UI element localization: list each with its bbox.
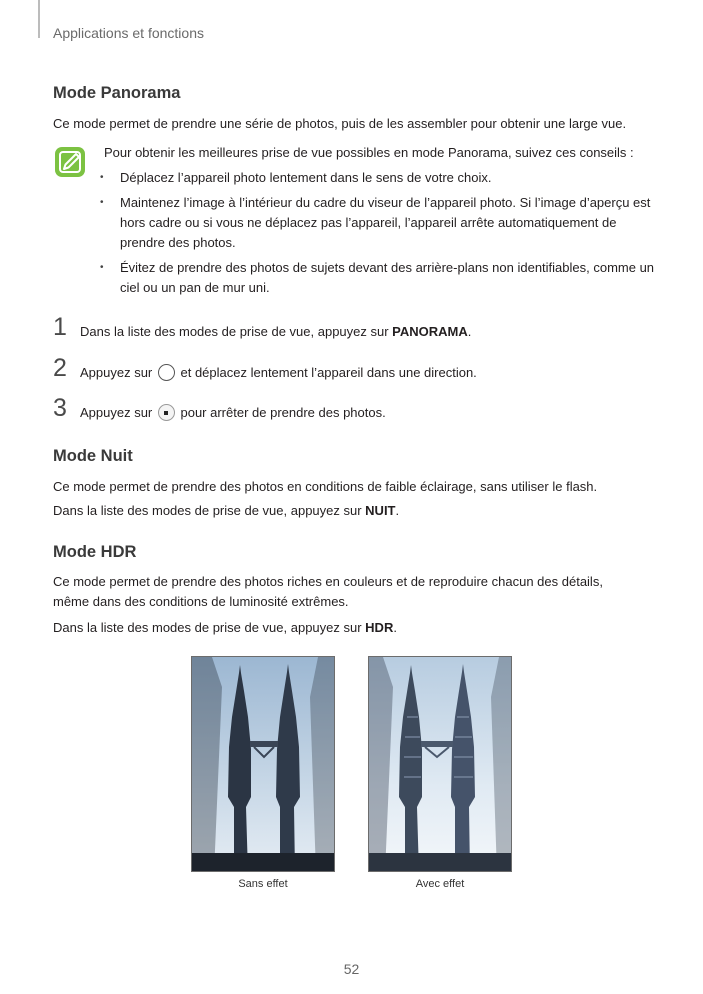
page-number: 52: [343, 961, 360, 977]
tip-item: [100, 168, 660, 188]
step-number: 1: [53, 313, 67, 341]
panorama-note: Pour obtenir les meilleures prise de vue possibles en mode Panorama, suivez ces conseils :: [104, 145, 634, 160]
step-text: Appuyez sur pour arrêter de prendre des photos.: [80, 405, 386, 420]
bullet-dot-icon: •: [100, 197, 104, 208]
step-number: 2: [53, 354, 67, 382]
panorama-intro: Ce mode permet de prendre une série de photos, puis de les assembler pour obtenir une large vue.: [53, 116, 627, 131]
tip-item: [100, 258, 660, 298]
panorama-mode-label: PANORAMA: [392, 324, 468, 339]
header-title: Applications et fonctions: [53, 25, 204, 41]
step-text: Appuyez sur et déplacez lentement l’appareil dans une direction.: [80, 365, 477, 380]
caption-with-effect: Avec effet: [415, 878, 465, 890]
panorama-heading: Mode Panorama: [53, 84, 181, 102]
tip-text: Évitez de prendre des photos de sujets devant des arrière-plans non identifiables, comme un ciel ou un pan de mur uni.: [120, 260, 655, 295]
header-rule: [38, 0, 40, 38]
tip-text: Déplacez l’appareil photo lentement dans le sens de votre choix.: [120, 170, 492, 185]
hdr-heading: Mode HDR: [53, 543, 137, 561]
bullet-dot-icon: •: [100, 172, 104, 183]
step-number: 3: [53, 394, 67, 422]
hdr-instruction: Dans la liste des modes de prise de vue, appuyez sur HDR.: [53, 620, 397, 635]
hdr-mode-label: HDR: [365, 620, 394, 635]
step-3: [53, 394, 673, 427]
step-text: Dans la liste des modes de prise de vue, appuyez sur PANORAMA.: [80, 324, 472, 339]
nuit-intro: Ce mode permet de prendre des photos en conditions de faible éclairage, sans utiliser le flash.: [53, 479, 598, 494]
bullet-dot-icon: •: [100, 262, 104, 273]
tip-item: [100, 193, 660, 253]
tip-text: Maintenez l’image à l’intérieur du cadre du viseur de l’appareil photo. Si l’image d’aperçu est hors cadre ou si vous ne déplacez pas l’appareil, l’appareil arrête automatiquement de prendre des photos.: [120, 195, 651, 250]
photo-with-effect: [368, 656, 512, 872]
nuit-heading: Mode Nuit: [53, 447, 133, 465]
pencil-note-icon: [54, 146, 86, 178]
photo-without-effect: [191, 656, 335, 872]
hdr-intro: Ce mode permet de prendre des photos riches en couleurs et de reproduire chacun des détails, même dans des conditions de luminosité extrêmes.: [53, 574, 603, 609]
nuit-mode-label: NUIT: [365, 503, 396, 518]
stop-icon: [158, 404, 175, 421]
step-2: [53, 354, 673, 387]
nuit-instruction: Dans la liste des modes de prise de vue, appuyez sur NUIT.: [53, 503, 400, 518]
caption-without-effect: Sans effet: [238, 878, 288, 890]
shutter-icon: [158, 364, 175, 381]
step-1: [53, 313, 673, 346]
